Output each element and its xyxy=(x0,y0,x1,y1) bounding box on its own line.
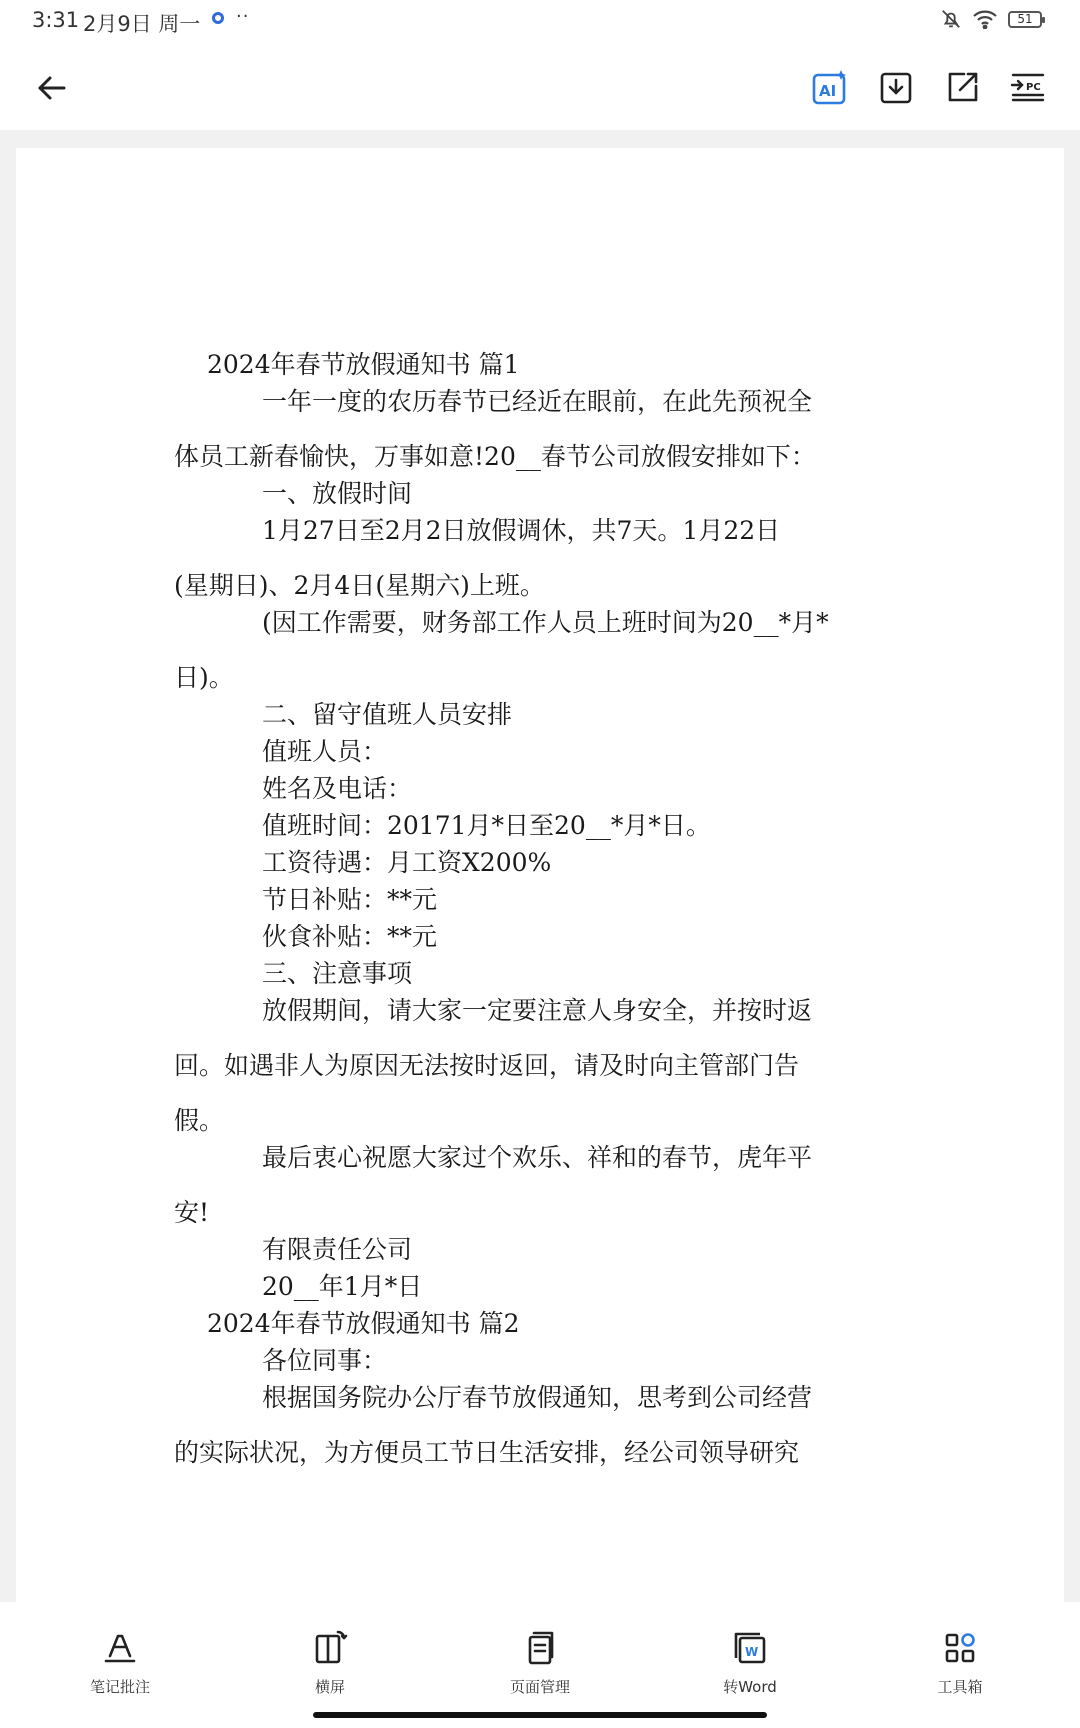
document-page xyxy=(16,148,1064,1602)
status-more: ·· xyxy=(236,6,250,27)
toolbox-button[interactable] xyxy=(900,1628,1020,1697)
doc-section-heading: 二、留守值班人员安排 xyxy=(262,700,513,729)
ai-icon xyxy=(811,69,849,107)
convert-word-label: 转Word xyxy=(723,1678,777,1696)
doc-line: 工资待遇：月工资X200% xyxy=(262,848,552,877)
download-button[interactable] xyxy=(874,66,918,110)
share-button[interactable] xyxy=(940,66,984,110)
svg-text:AI: AI xyxy=(819,82,837,100)
document-viewer[interactable] xyxy=(0,130,1080,1602)
doc-line: 安! xyxy=(174,1198,210,1227)
doc-line: 节日补贴：**元 xyxy=(262,885,438,914)
home-indicator[interactable] xyxy=(313,1712,767,1718)
annotate-label: 笔记批注 xyxy=(89,1678,150,1696)
notification-dot-icon xyxy=(212,12,224,24)
doc-line: 的实际状况，为方便员工节日生活安排，经公司领导研究 xyxy=(174,1438,800,1467)
svg-text:W: W xyxy=(745,1645,759,1659)
doc-line: (星期日)、2月4日(星期六)上班。 xyxy=(174,571,545,600)
doc-line: 最后衷心祝愿大家过个欢乐、祥和的春节，虎年平 xyxy=(262,1143,813,1172)
mute-bell-icon xyxy=(940,8,962,30)
doc-line: 放假期间，请大家一定要注意人身安全，并按时返 xyxy=(262,996,813,1025)
status-time: 3:31 xyxy=(32,8,80,32)
doc-line: 日)。 xyxy=(174,663,234,692)
annotate-button[interactable] xyxy=(60,1628,180,1697)
landscape-button[interactable] xyxy=(270,1628,390,1697)
pen-annotate-icon xyxy=(102,1630,138,1666)
status-indicators xyxy=(940,8,1042,30)
top-app-bar xyxy=(0,46,1080,130)
arrow-left-icon xyxy=(30,66,74,110)
back-button[interactable] xyxy=(30,66,74,110)
doc-line: 1月27日至2月2日放假调休，共7天。1月22日 xyxy=(262,516,781,545)
download-icon xyxy=(878,70,914,106)
doc-signature: 有限责任公司 xyxy=(262,1235,413,1264)
doc-line: 体员工新春愉快，万事如意!20__春节公司放假安排如下： xyxy=(174,442,816,471)
doc-line: (因工作需要，财务部工作人员上班时间为20__*月* xyxy=(262,608,829,637)
share-icon xyxy=(944,70,980,106)
page-manage-button[interactable] xyxy=(480,1628,600,1697)
doc-line: 回。如遇非人为原因无法按时返回，请及时向主管部门告 xyxy=(174,1051,800,1080)
battery-level: 51 xyxy=(1017,12,1033,26)
convert-word-button[interactable] xyxy=(690,1628,810,1697)
doc-heading: 2024年春节放假通知书 篇1 xyxy=(207,350,520,379)
doc-line: 假。 xyxy=(174,1106,225,1135)
doc-heading: 2024年春节放假通知书 篇2 xyxy=(207,1309,520,1338)
doc-line: 值班人员： xyxy=(262,737,388,766)
word-convert-icon xyxy=(732,1630,768,1666)
doc-line: 一年一度的农历春节已经近在眼前，在此先预祝全 xyxy=(262,387,813,416)
doc-line: 根据国务院办公厅春节放假通知，思考到公司经营 xyxy=(262,1383,813,1412)
doc-line: 值班时间：20171月*日至20__*月*日。 xyxy=(262,811,711,840)
status-date: 2月9日 周一 xyxy=(83,12,201,36)
landscape-label: 横屏 xyxy=(314,1678,345,1696)
toolbox-label: 工具箱 xyxy=(937,1678,983,1696)
page-manage-icon xyxy=(522,1630,558,1666)
send-to-pc-button[interactable] xyxy=(1006,66,1050,110)
doc-date: 20__年1月*日 xyxy=(262,1272,423,1301)
status-bar xyxy=(0,0,1080,46)
doc-line: 各位同事： xyxy=(262,1346,388,1375)
doc-line: 姓名及电话： xyxy=(262,774,413,803)
svg-text:PC: PC xyxy=(1026,82,1041,93)
toolbar-actions xyxy=(808,66,1050,110)
wifi-icon xyxy=(972,9,998,29)
rotate-landscape-icon xyxy=(312,1630,348,1666)
page-manage-label: 页面管理 xyxy=(509,1678,570,1696)
doc-section-heading: 三、注意事项 xyxy=(262,959,413,988)
bottom-toolbar xyxy=(0,1602,1080,1728)
document-content xyxy=(174,346,914,1471)
doc-line: 伙食补贴：**元 xyxy=(262,922,438,951)
battery-indicator xyxy=(1008,11,1042,28)
ai-button[interactable] xyxy=(808,66,852,110)
toolbox-grid-icon xyxy=(942,1630,978,1666)
send-to-pc-icon xyxy=(1009,70,1047,106)
doc-section-heading: 一、放假时间 xyxy=(262,479,413,508)
